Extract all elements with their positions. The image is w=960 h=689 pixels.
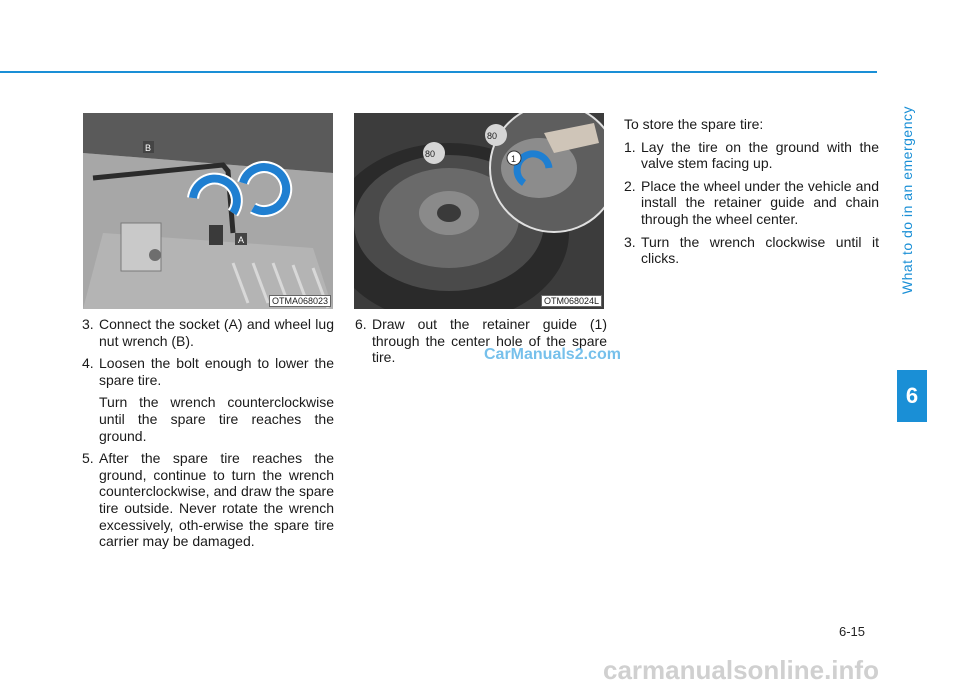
- step-text: Draw out the retainer guide (1) through the center hole of the spare tire.: [372, 316, 607, 366]
- figure-wrench-socket: [83, 113, 333, 309]
- label-b: B: [145, 143, 152, 153]
- section-title: [892, 30, 922, 370]
- step-5: [82, 450, 334, 550]
- step-number: 6.: [355, 316, 367, 332]
- figure-code: OTMA068023: [269, 295, 331, 307]
- step-text: After the spare tire reaches the ground, continue to turn the wrench counterclockwise, and draw the spare tire outside. Never rotate the wrench excessively, oth-erwise the spare tire carrier may be damaged.: [99, 450, 334, 550]
- chapter-tab[interactable]: 6: [897, 370, 927, 422]
- step-number: 1.: [624, 138, 636, 155]
- store-step-2: [624, 178, 879, 228]
- step-4: [82, 355, 334, 388]
- step-number: 5.: [82, 450, 94, 467]
- store-step-1: [624, 139, 879, 172]
- page-number: 6-15: [839, 624, 866, 639]
- store-step-3: [624, 234, 879, 267]
- step-text: Loosen the bolt enough to lower the spare tire.: [99, 355, 334, 388]
- instructions-column-1: [82, 316, 334, 556]
- section-title-text: What to do in an emergency: [899, 105, 915, 295]
- spare-tire-illustration: [354, 113, 604, 309]
- figure-spare-tire: [354, 113, 604, 309]
- step-3: [82, 316, 334, 349]
- step-text: Lay the tire on the ground with the valve stem facing up.: [641, 138, 879, 172]
- step-text: Place the wheel under the vehicle and install the retainer guide and chain through the wheel center.: [641, 177, 879, 227]
- wrench-illustration: [83, 113, 333, 309]
- label-a: A: [238, 235, 245, 245]
- step-number: 3.: [82, 316, 94, 332]
- step-4-note: Turn the wrench counterclockwise until the spare tire reaches the ground.: [99, 394, 334, 444]
- figure-code: OTM068024L: [541, 295, 602, 307]
- step-text: Turn the wrench clockwise until it clicks.: [641, 233, 879, 267]
- watermark-link[interactable]: CarManuals2.com: [484, 346, 621, 363]
- step-text: Connect the socket (A) and wheel lug nut wrench (B).: [99, 316, 334, 349]
- step-number: 3.: [624, 233, 636, 250]
- size-marker-left: 80: [425, 149, 436, 159]
- instructions-column-3: [624, 116, 879, 273]
- step-number: 4.: [82, 355, 94, 372]
- header-rule: [0, 71, 877, 73]
- store-intro: To store the spare tire:: [624, 116, 764, 132]
- size-marker-right: 80: [487, 131, 498, 141]
- step-number: 2.: [624, 177, 636, 194]
- callout-1: 1: [511, 154, 517, 164]
- footer-site-link[interactable]: carmanualsonline.info: [603, 655, 879, 685]
